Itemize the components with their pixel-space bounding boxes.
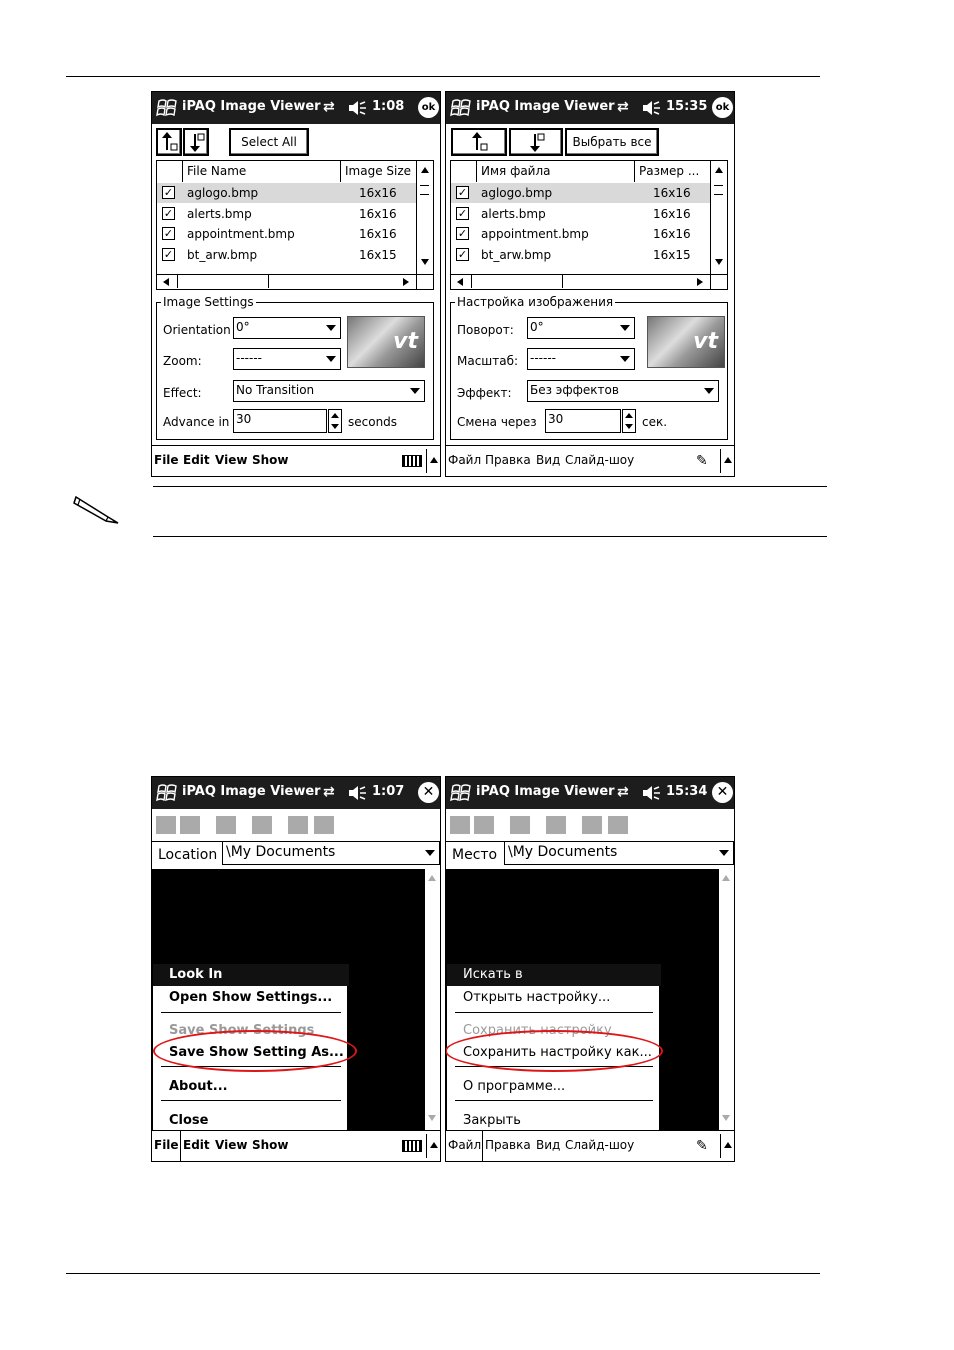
menu-edit[interactable]: Edit: [183, 453, 210, 467]
menu-file[interactable]: Файл: [448, 453, 482, 467]
select-all-button[interactable]: Выбрать все: [565, 128, 659, 156]
note-rule-bottom: [153, 536, 827, 537]
scroll-corner: [710, 274, 727, 289]
header-check-column[interactable]: [451, 161, 477, 182]
chevron-down-icon: [326, 325, 336, 331]
checkbox[interactable]: ✓: [457, 248, 468, 261]
zoom-label: Zoom:: [163, 354, 202, 368]
header-image-size[interactable]: Image Size: [341, 161, 419, 182]
menu-show[interactable]: Show: [252, 453, 289, 467]
list-item[interactable]: ✓ appointment.bmp 16x16: [163, 227, 397, 241]
menu-item-about[interactable]: About...: [169, 1079, 228, 1094]
scroll-right-icon[interactable]: [697, 278, 703, 286]
checkbox[interactable]: ✓: [457, 186, 468, 199]
screen-bottom-english: [151, 776, 441, 1162]
header-rule: [66, 76, 820, 77]
checkbox[interactable]: ✓: [163, 186, 174, 199]
monitor-icon[interactable]: [288, 816, 308, 834]
input-menu-icon[interactable]: [724, 1142, 732, 1148]
horizontal-scrollbar[interactable]: [157, 274, 419, 289]
vertical-scrollbar[interactable]: [710, 161, 727, 275]
list-item[interactable]: ✓ bt_arw.bmp 16x15: [163, 248, 397, 262]
advance-stepper[interactable]: [328, 409, 342, 433]
group-title: Image Settings: [163, 295, 254, 309]
menu-separator: [426, 449, 427, 473]
scroll-down-icon[interactable]: [722, 1115, 730, 1121]
windows-start-icon[interactable]: [156, 782, 178, 804]
menu-item-look-in[interactable]: Look In: [153, 964, 349, 986]
pencil-icon: [72, 487, 122, 527]
menu-separator: [455, 1100, 653, 1101]
vertical-scrollbar[interactable]: [424, 869, 440, 1131]
move-up-icon[interactable]: [450, 816, 470, 834]
menu-file[interactable]: File: [154, 453, 179, 467]
speaker-icon[interactable]: [347, 785, 367, 801]
menu-bar: [446, 445, 734, 476]
windows-start-icon[interactable]: [450, 97, 472, 119]
checkbox[interactable]: ✓: [163, 227, 174, 240]
sync-icon[interactable]: ⇄: [617, 784, 629, 800]
list-item[interactable]: ✓ bt_arw.bmp 16x15: [457, 248, 691, 262]
advance-unit: seconds: [348, 415, 398, 429]
menu-item-save-show-settings: Сохранить настройку: [463, 1023, 612, 1038]
highlight-ellipse: [445, 1030, 663, 1072]
header-file-name[interactable]: File Name: [183, 161, 341, 182]
chevron-down-icon: [620, 356, 630, 362]
menu-separator: [455, 1012, 653, 1013]
info-icon[interactable]: [216, 816, 236, 834]
menu-separator: [720, 449, 721, 473]
menu-item-about[interactable]: О программе...: [463, 1079, 566, 1094]
list-item[interactable]: ✓ alerts.bmp 16x16: [163, 207, 397, 221]
chevron-down-icon: [425, 850, 435, 856]
list-item[interactable]: ✓ aglogo.bmp 16x16: [157, 183, 419, 203]
select-all-button[interactable]: Select All: [229, 128, 309, 156]
menu-item-open-show-settings[interactable]: Открыть настройку...: [463, 990, 611, 1005]
arrow-down-icon: [185, 130, 207, 154]
orientation-label: Orientation: [163, 323, 231, 337]
slideshow-icon[interactable]: [546, 816, 566, 834]
menu-edit[interactable]: Edit: [183, 1138, 210, 1152]
highlight-ellipse: [153, 1030, 357, 1072]
orientation-label: Поворот:: [457, 323, 514, 337]
zoom-select[interactable]: ------: [527, 348, 635, 370]
app-title: iPAQ Image Viewer: [476, 784, 615, 799]
menu-view[interactable]: View: [215, 1138, 248, 1152]
stepper-up-icon[interactable]: [331, 413, 339, 418]
clock-time[interactable]: 1:07: [372, 784, 405, 799]
scroll-up-icon[interactable]: [421, 167, 429, 173]
clock-time[interactable]: 15:35: [666, 99, 708, 114]
list-header: [451, 161, 713, 184]
location-label: Location: [158, 847, 218, 863]
scroll-thumb-horizontal[interactable]: [471, 275, 563, 288]
advance-input[interactable]: 30: [545, 409, 621, 433]
scroll-left-icon[interactable]: [163, 278, 169, 286]
advance-label: Смена через: [457, 415, 537, 429]
menu-item-save-show-setting-as[interactable]: Save Show Setting As...: [169, 1045, 344, 1060]
keyboard-icon[interactable]: [402, 1140, 422, 1152]
scroll-up-icon[interactable]: [715, 167, 723, 173]
header-file-name[interactable]: Имя файла: [477, 161, 635, 182]
input-menu-icon[interactable]: [724, 457, 732, 463]
orientation-select[interactable]: 0°: [527, 317, 635, 339]
advance-input[interactable]: 30: [233, 409, 327, 433]
menu-item-look-in[interactable]: Искать в: [447, 964, 661, 986]
move-up-button[interactable]: [451, 128, 507, 156]
effect-label: Effect:: [163, 386, 202, 400]
speaker-icon[interactable]: [347, 100, 367, 116]
zoom-select[interactable]: ------: [233, 348, 341, 370]
location-select[interactable]: \My Documents: [504, 841, 734, 865]
clock-time[interactable]: 15:34: [666, 784, 708, 799]
clock-time[interactable]: 1:08: [372, 99, 405, 114]
effect-select[interactable]: No Transition: [233, 380, 425, 402]
scroll-corner: [416, 274, 433, 289]
menu-separator: [161, 1100, 341, 1101]
speaker-icon[interactable]: [641, 100, 661, 116]
file-list: [450, 160, 728, 290]
menu-item-close[interactable]: Закрыть: [463, 1113, 521, 1128]
location-select[interactable]: \My Documents: [222, 841, 440, 865]
list-header: [157, 161, 419, 184]
app-title: iPAQ Image Viewer: [182, 99, 321, 114]
move-up-icon[interactable]: [156, 816, 176, 834]
app-title: iPAQ Image Viewer: [476, 99, 615, 114]
horizontal-scrollbar[interactable]: [451, 274, 713, 289]
checkbox[interactable]: ✓: [163, 207, 174, 220]
orientation-select[interactable]: 0°: [233, 317, 341, 339]
menu-show[interactable]: Слайд-шоу: [565, 1138, 635, 1152]
menu-item-save-show-setting-as[interactable]: Сохранить настройку как...: [463, 1045, 652, 1060]
effect-label: Эффект:: [457, 386, 512, 400]
menu-separator: [161, 1012, 341, 1013]
tag-icon[interactable]: [314, 816, 334, 834]
menu-bar: [152, 1130, 440, 1161]
close-icon[interactable]: ✕: [712, 782, 733, 803]
speaker-icon[interactable]: [641, 785, 661, 801]
toolbar: [446, 809, 734, 842]
effect-select[interactable]: Без эффектов: [527, 380, 719, 402]
move-down-button[interactable]: [183, 128, 209, 156]
screen-bottom-russian: [445, 776, 735, 1162]
toolbar: [152, 809, 440, 842]
checkbox[interactable]: ✓: [163, 248, 174, 261]
menu-item-close[interactable]: Close: [169, 1113, 209, 1128]
chevron-down-icon: [620, 325, 630, 331]
chevron-down-icon: [704, 388, 714, 394]
keyboard-icon[interactable]: [402, 455, 422, 467]
stepper-down-icon[interactable]: [625, 424, 633, 429]
menu-bar: [446, 1130, 734, 1161]
close-icon[interactable]: ✕: [418, 782, 439, 803]
menu-show[interactable]: Show: [252, 1138, 289, 1152]
ok-button[interactable]: ok: [712, 97, 733, 118]
vertical-scrollbar[interactable]: [416, 161, 433, 275]
chevron-down-icon: [326, 356, 336, 362]
advance-label: Advance in: [163, 415, 230, 429]
monitor-icon[interactable]: [582, 816, 602, 834]
menu-edit[interactable]: Правка: [485, 1138, 531, 1152]
pen-input-icon[interactable]: ✎: [696, 453, 708, 469]
windows-start-icon[interactable]: [156, 97, 178, 119]
title-bar: [152, 777, 440, 809]
move-down-icon[interactable]: [474, 816, 494, 834]
scroll-down-icon[interactable]: [421, 259, 429, 265]
move-up-button[interactable]: [156, 128, 182, 156]
list-item[interactable]: ✓ appointment.bmp 16x16: [457, 227, 691, 241]
header-check-column[interactable]: [157, 161, 183, 182]
scroll-left-icon[interactable]: [457, 278, 463, 286]
title-bar: [446, 777, 734, 809]
list-item[interactable]: ✓ aglogo.bmp 16x16: [451, 183, 713, 203]
preview-image: vt: [347, 316, 425, 368]
screen-top-english: [151, 91, 441, 477]
vertical-scrollbar[interactable]: [718, 869, 734, 1131]
scroll-thumb[interactable]: [420, 185, 429, 195]
title-bar: [152, 92, 440, 124]
menu-view[interactable]: View: [215, 453, 248, 467]
menu-bar: [152, 445, 440, 476]
menu-view[interactable]: Вид: [536, 1138, 561, 1152]
preview-image: vt: [647, 316, 725, 368]
app-title: iPAQ Image Viewer: [182, 784, 321, 799]
menu-separator: [426, 1134, 427, 1158]
advance-stepper[interactable]: [622, 409, 636, 433]
arrow-down-icon: [525, 130, 547, 154]
input-menu-icon[interactable]: [430, 1142, 438, 1148]
stepper-down-icon[interactable]: [331, 424, 339, 429]
menu-file[interactable]: Файл: [448, 1138, 482, 1152]
menu-view[interactable]: Вид: [536, 453, 561, 467]
screen-top-russian: [445, 91, 735, 477]
menu-file[interactable]: File: [154, 1138, 179, 1152]
input-menu-icon[interactable]: [430, 457, 438, 463]
slideshow-icon[interactable]: [252, 816, 272, 834]
sync-icon[interactable]: ⇄: [617, 99, 629, 115]
move-down-icon[interactable]: [180, 816, 200, 834]
group-title: Настройка изображения: [457, 295, 614, 309]
stepper-up-icon[interactable]: [625, 413, 633, 418]
checkbox[interactable]: ✓: [457, 227, 468, 240]
ok-button[interactable]: ok: [418, 97, 439, 118]
scroll-up-icon[interactable]: [428, 875, 436, 881]
header-image-size[interactable]: Размер ...: [635, 161, 713, 182]
move-down-button[interactable]: [509, 128, 563, 156]
scroll-thumb[interactable]: [714, 185, 723, 195]
menu-show[interactable]: Слайд-шоу: [565, 453, 635, 467]
footer-rule: [66, 1273, 820, 1274]
menu-separator: [720, 1134, 721, 1158]
advance-unit: сек.: [642, 415, 668, 429]
sync-icon[interactable]: ⇄: [323, 99, 335, 115]
menu-edit[interactable]: Правка: [485, 453, 531, 467]
list-item[interactable]: ✓ alerts.bmp 16x16: [457, 207, 691, 221]
checkbox[interactable]: ✓: [457, 207, 468, 220]
zoom-label: Масштаб:: [457, 354, 519, 368]
file-list: [156, 160, 434, 290]
chevron-down-icon: [719, 850, 729, 856]
note-rule-top: [153, 486, 827, 487]
menu-item-open-show-settings[interactable]: Open Show Settings...: [169, 990, 333, 1005]
menu-item-save-show-settings: Save Show Settings: [169, 1023, 315, 1038]
scroll-down-icon[interactable]: [428, 1115, 436, 1121]
pen-input-icon[interactable]: ✎: [696, 1138, 708, 1154]
arrow-up-icon: [158, 130, 180, 154]
arrow-up-icon: [468, 130, 490, 154]
chevron-down-icon: [410, 388, 420, 394]
tag-icon[interactable]: [608, 816, 628, 834]
windows-start-icon[interactable]: [450, 782, 472, 804]
sync-icon[interactable]: ⇄: [323, 784, 335, 800]
scroll-down-icon[interactable]: [715, 259, 723, 265]
scroll-thumb-horizontal[interactable]: [177, 275, 269, 288]
scroll-right-icon[interactable]: [403, 278, 409, 286]
title-bar: [446, 92, 734, 124]
info-icon[interactable]: [510, 816, 530, 834]
scroll-up-icon[interactable]: [722, 875, 730, 881]
location-label: Место: [452, 847, 498, 863]
